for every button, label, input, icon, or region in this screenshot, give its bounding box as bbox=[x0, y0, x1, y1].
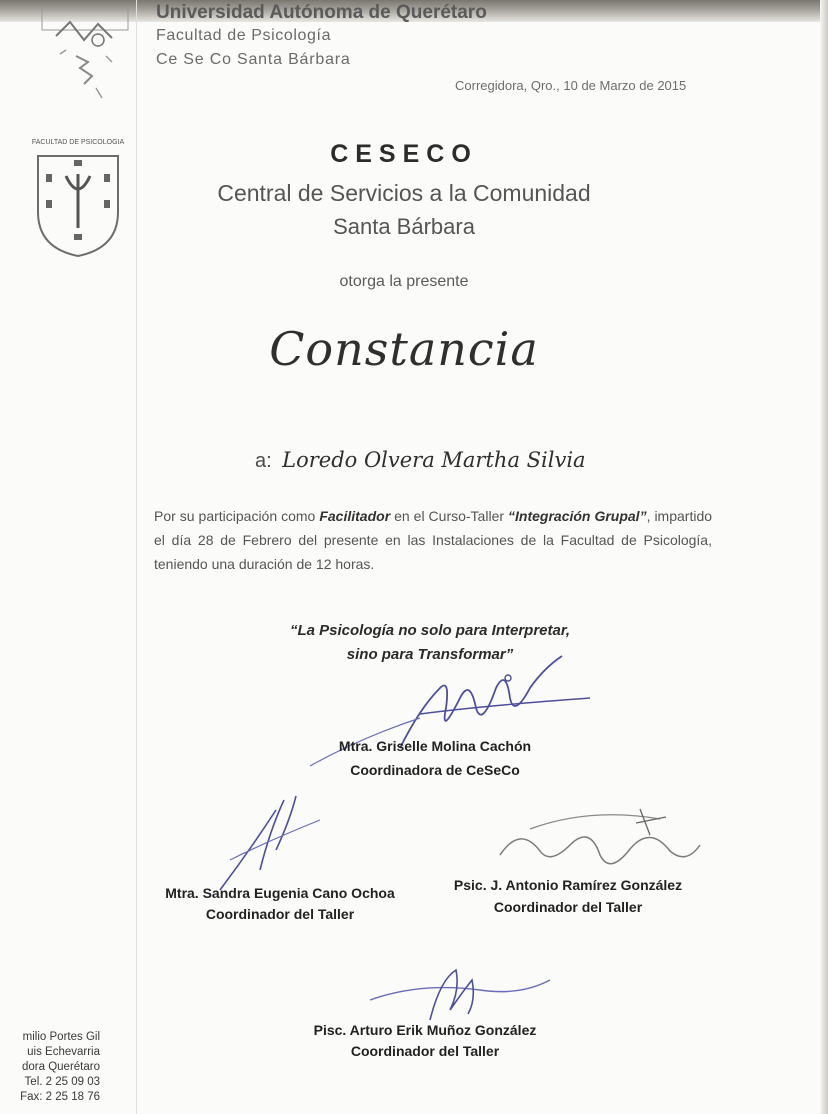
signer-3-name: Psic. J. Antonio Ramírez González bbox=[453, 877, 683, 893]
ceseco-title: CESECO bbox=[330, 140, 478, 168]
center-name: Ce Se Co Santa Bárbara bbox=[156, 51, 351, 68]
signer-2-name: Mtra. Sandra Eugenia Cano Ochoa bbox=[165, 885, 395, 901]
issue-date: Corregidora, Qro., 10 de Marzo de 2015 bbox=[455, 78, 687, 93]
faculty-name: Facultad de Psicología bbox=[156, 27, 332, 44]
signature-munoz-icon bbox=[360, 960, 560, 1030]
signer-3-role: Coordinador del Taller bbox=[493, 899, 643, 915]
ceseco-location: Santa Bárbara bbox=[333, 214, 475, 239]
body-paragraph bbox=[154, 504, 712, 576]
document-type-heading: Constancia bbox=[269, 322, 539, 376]
ceseco-full-name: Central de Servicios a la Comunidad bbox=[217, 180, 591, 206]
footer-address bbox=[0, 1030, 100, 1105]
signer-2-role: Coordinador del Taller bbox=[205, 906, 355, 922]
grants-text: otorga la presente bbox=[339, 273, 469, 290]
footer-line-1: milio Portes Gil bbox=[22, 1031, 100, 1043]
motto-line-2: sino para Transformar” bbox=[346, 646, 514, 663]
scan-right-shadow bbox=[820, 0, 828, 1114]
signature-ramirez-icon bbox=[490, 805, 710, 885]
signer-1-name: Mtra. Griselle Molina Cachón bbox=[338, 738, 532, 754]
recipient-prefix: a: bbox=[255, 450, 272, 472]
signer-4-name: Pisc. Arturo Erik Muñoz González bbox=[313, 1022, 537, 1038]
body-text-2: en el Curso-Taller bbox=[394, 508, 505, 524]
footer-line-3: dora Querétaro bbox=[22, 1061, 100, 1073]
course-name: “Integración Grupal” bbox=[508, 508, 647, 524]
footer-line-4: Tel. 2 25 09 03 bbox=[24, 1076, 100, 1088]
university-name: Universidad Autónoma de Querétaro bbox=[156, 2, 487, 23]
motto-line-1: “La Psicología no solo para Interpretar, bbox=[289, 622, 571, 639]
body-text-3: , impartido el día 28 de Febrero del presente en las Instalaciones de la Facultad de Psicología, teniendo una duración de 12 horas. bbox=[154, 508, 713, 572]
faculty-seal-icon bbox=[26, 130, 130, 262]
footer-line-5: Fax: 2 25 18 76 bbox=[20, 1091, 100, 1103]
recipient-name: Loredo Olvera Martha Silvia bbox=[282, 448, 586, 472]
participant-role: Facilitador bbox=[319, 508, 391, 524]
university-logo-icon bbox=[36, 6, 132, 106]
signer-1-role: Coordinadora de CeSeCo bbox=[350, 762, 520, 778]
recipient-line bbox=[255, 448, 586, 473]
svg-text:FACULTAD DE PSICOLOGIA: FACULTAD DE PSICOLOGIA bbox=[31, 139, 125, 146]
signer-4-role: Coordinador del Taller bbox=[350, 1043, 500, 1059]
footer-line-2: uis Echevarria bbox=[27, 1046, 100, 1058]
body-text-1: Por su participación como bbox=[154, 508, 316, 524]
signature-cano-icon bbox=[200, 790, 340, 900]
